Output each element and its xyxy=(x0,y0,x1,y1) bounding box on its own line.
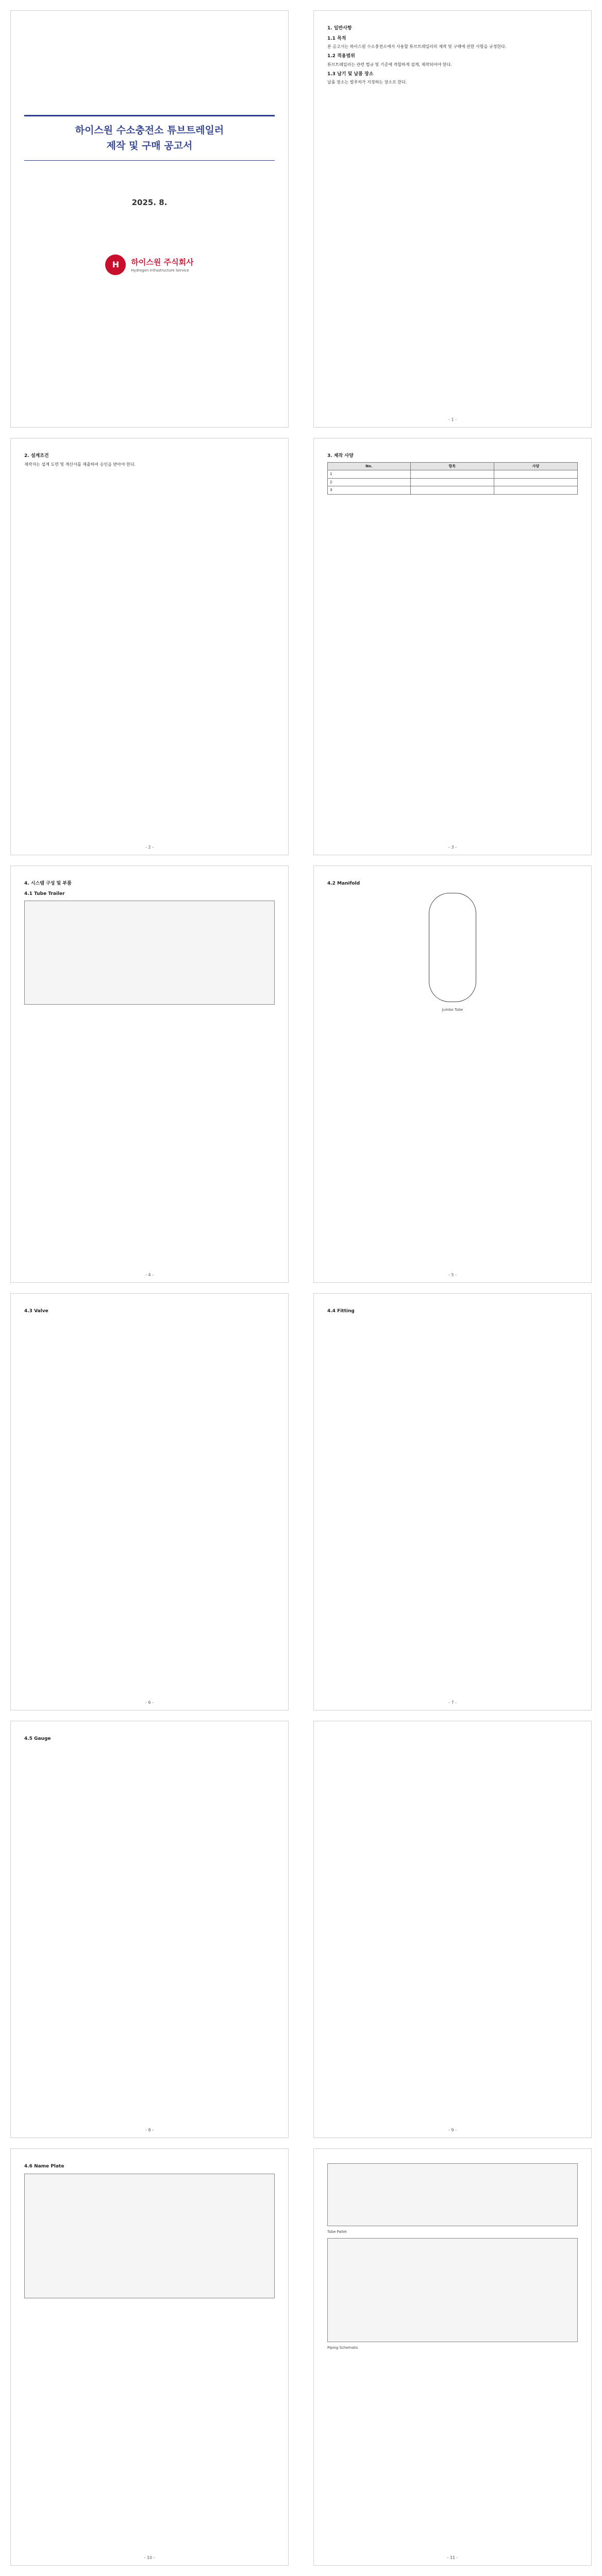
page-number: - 10 - xyxy=(144,2555,155,2560)
section-heading: 4.6 Name Plate xyxy=(24,2164,64,2169)
section-heading: 3. 제작 사양 xyxy=(327,453,354,459)
page-number: - 5 - xyxy=(448,1273,457,1277)
trailer-drawing xyxy=(24,901,275,1005)
section-heading: 4. 시스템 구성 및 부품 xyxy=(24,881,72,886)
page-gauge xyxy=(10,1721,289,2138)
page-gauge-2 xyxy=(313,1721,592,2138)
pallet-drawing xyxy=(327,2163,578,2226)
cover-date: 2025. 8. xyxy=(131,197,168,207)
page-design xyxy=(10,438,289,855)
jumbo-tube-drawing xyxy=(429,893,476,1002)
page-cover xyxy=(10,10,289,428)
section-heading: 2. 설계조건 xyxy=(24,453,49,459)
drawing-label: Piping Schematic xyxy=(327,2345,359,2350)
company-logo xyxy=(24,255,275,275)
paragraph: 납품 장소는 발주처가 지정하는 장소로 한다. xyxy=(327,80,407,84)
section-heading: 4.5 Gauge xyxy=(24,1736,51,1741)
page-number: - 9 - xyxy=(448,2128,457,2132)
nameplate-drawing xyxy=(24,2174,275,2298)
page-components xyxy=(10,866,289,1283)
section-heading: 4.2 Manifold xyxy=(327,881,360,886)
section-heading: 4.3 Valve xyxy=(24,1309,48,1314)
page-jumbo xyxy=(313,866,592,1283)
page-valve xyxy=(10,1293,289,1710)
company-name: 하이스원 주식회사 xyxy=(131,257,194,267)
page-general xyxy=(313,10,592,428)
cover-title-line1: 하이스원 수소충전소 튜브트레일러 xyxy=(75,125,224,136)
paragraph: 튜브트레일러는 관련 법규 및 기준에 적합하게 설계, 제작되어야 한다. xyxy=(327,62,452,67)
section-heading: 1. 일반사항 xyxy=(327,26,352,31)
page-fitting xyxy=(313,1293,592,1710)
section-heading: 4.4 Fitting xyxy=(327,1309,355,1314)
page-number: - 11 - xyxy=(447,2555,458,2560)
page-number: - 7 - xyxy=(448,1700,457,1705)
company-subtitle: Hydrogen Infrastructure Service xyxy=(131,268,189,273)
schematic-drawing xyxy=(327,2238,578,2342)
page-spec xyxy=(313,438,592,855)
cover-title xyxy=(24,115,275,161)
page-number: - 3 - xyxy=(448,845,457,850)
page-number: - 1 - xyxy=(448,417,457,422)
page-number: - 4 - xyxy=(145,1273,154,1277)
cover-title-line2: 제작 및 구매 공고서 xyxy=(106,140,193,152)
spec-table: No. 항목 사양 1 2 3 xyxy=(327,462,578,495)
page-schematic xyxy=(313,2148,592,2566)
paragraph: 본 공고서는 하이스원 수소충전소에서 사용할 튜브트레일러의 제작 및 구매에 관한 사항을 규정한다. xyxy=(327,44,507,49)
section-heading: 4.1 Tube Trailer xyxy=(24,891,65,896)
page-number: - 8 - xyxy=(145,2128,154,2132)
page-number: - 2 - xyxy=(145,845,154,850)
page-number: - 6 - xyxy=(145,1700,154,1705)
drawing-label: Tube Pallet xyxy=(327,2230,347,2234)
logo-icon: H xyxy=(105,255,126,275)
paragraph: 제작자는 설계 도면 및 계산서를 제출하여 승인을 받아야 한다. xyxy=(24,462,136,467)
page-nameplate xyxy=(10,2148,289,2566)
section-heading: 1.1 목적 xyxy=(327,36,346,41)
drawing-label: Jumbo Tube xyxy=(442,1007,463,1012)
section-heading: 1.2 적용범위 xyxy=(327,54,355,59)
section-heading: 1.3 납기 및 납품 장소 xyxy=(327,71,374,77)
